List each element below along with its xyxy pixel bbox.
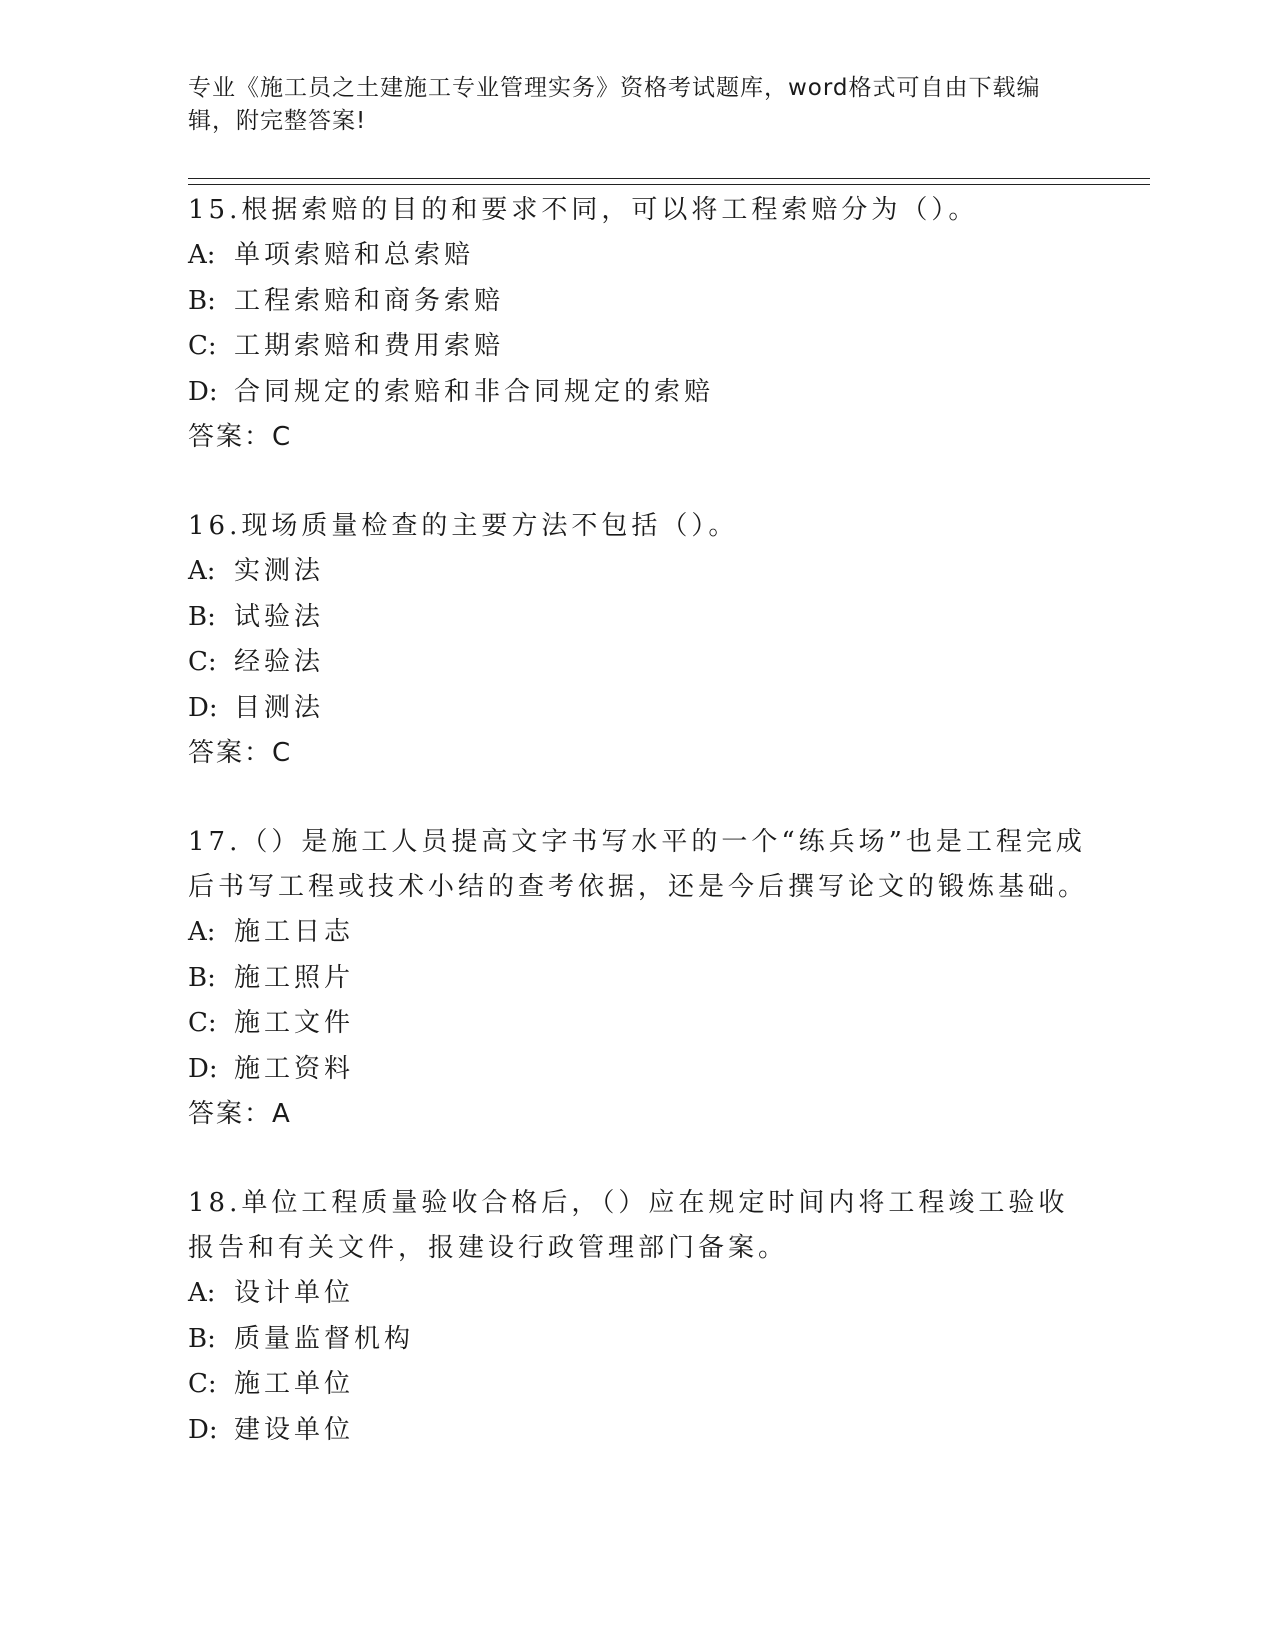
- option-text: 目测法: [234, 692, 325, 723]
- header-divider-top: [188, 178, 1150, 179]
- option-d: [188, 1408, 1088, 1454]
- option-d: [188, 370, 1088, 416]
- option-letter: B:: [188, 1323, 216, 1354]
- option-letter: D:: [188, 376, 218, 407]
- option-b: [188, 956, 1088, 1002]
- option-text: 施工单位: [234, 1369, 355, 1399]
- option-c: [188, 640, 1088, 686]
- question-stem: 18.单位工程质量验收合格后，（）应在规定时间内将工程竣工验收报告和有关文件，报建设行政管理部门备案。: [188, 1188, 1069, 1263]
- option-letter: B:: [188, 285, 216, 316]
- option-b: [188, 279, 1088, 325]
- option-text: 质量监督机构: [234, 1323, 415, 1354]
- option-text: 施工资料: [234, 1053, 355, 1084]
- option-b: [188, 1317, 1088, 1363]
- question-stem: 16.现场质量检查的主要方法不包括（）。: [188, 511, 739, 541]
- option-letter: C:: [188, 331, 217, 361]
- option-letter: D:: [188, 692, 218, 723]
- option-text: 实测法: [234, 556, 325, 586]
- option-text: 建设单位: [234, 1414, 355, 1445]
- question-item: [188, 820, 1088, 1137]
- header-divider-bottom: [188, 184, 1150, 185]
- option-c: [188, 324, 1088, 370]
- option-text: 试验法: [234, 601, 325, 632]
- option-d: [188, 686, 1088, 732]
- option-letter: A:: [188, 1278, 216, 1308]
- question-item: [188, 188, 1088, 460]
- option-text: 经验法: [234, 647, 325, 677]
- question-item: [188, 1181, 1088, 1453]
- option-text: 施工日志: [234, 917, 355, 947]
- option-letter: C:: [188, 647, 217, 677]
- option-c: [188, 1362, 1088, 1408]
- option-b: [188, 595, 1088, 641]
- option-c: [188, 1001, 1088, 1047]
- question-item: [188, 504, 1088, 776]
- answer-line: 答案：A: [188, 1099, 292, 1129]
- question-list: [188, 188, 1088, 1497]
- option-letter: B:: [188, 601, 216, 632]
- question-stem: 17.（）是施工人员提高文字书写水平的一个“练兵场”也是工程完成后书写工程或技术小结的查考依据，还是今后撰写论文的锻炼基础。: [188, 827, 1089, 902]
- option-text: 工程索赔和商务索赔: [234, 285, 505, 316]
- option-letter: D:: [188, 1414, 218, 1445]
- option-text: 工期索赔和费用索赔: [234, 331, 505, 361]
- option-text: 合同规定的索赔和非合同规定的索赔: [234, 376, 715, 407]
- option-letter: A:: [188, 917, 216, 947]
- answer-line: 答案：C: [188, 738, 293, 768]
- option-text: 单项索赔和总索赔: [234, 240, 475, 270]
- option-text: 施工文件: [234, 1008, 355, 1038]
- option-letter: C:: [188, 1008, 217, 1038]
- option-a: [188, 233, 1088, 279]
- option-a: [188, 910, 1088, 956]
- document-header: 专业《施工员之土建施工专业管理实务》资格考试题库，word格式可自由下载编辑，附完整答案!: [188, 75, 1041, 134]
- answer-line: 答案：C: [188, 422, 293, 452]
- option-d: [188, 1047, 1088, 1093]
- option-text: 施工照片: [234, 962, 355, 993]
- option-letter: B:: [188, 962, 216, 993]
- question-stem: 15.根据索赔的目的和要求不同，可以将工程索赔分为（）。: [188, 195, 979, 225]
- option-letter: A:: [188, 240, 216, 270]
- option-letter: A:: [188, 556, 216, 586]
- option-letter: D:: [188, 1053, 218, 1084]
- option-letter: C:: [188, 1369, 217, 1399]
- option-a: [188, 549, 1088, 595]
- option-text: 设计单位: [234, 1278, 355, 1308]
- option-a: [188, 1271, 1088, 1317]
